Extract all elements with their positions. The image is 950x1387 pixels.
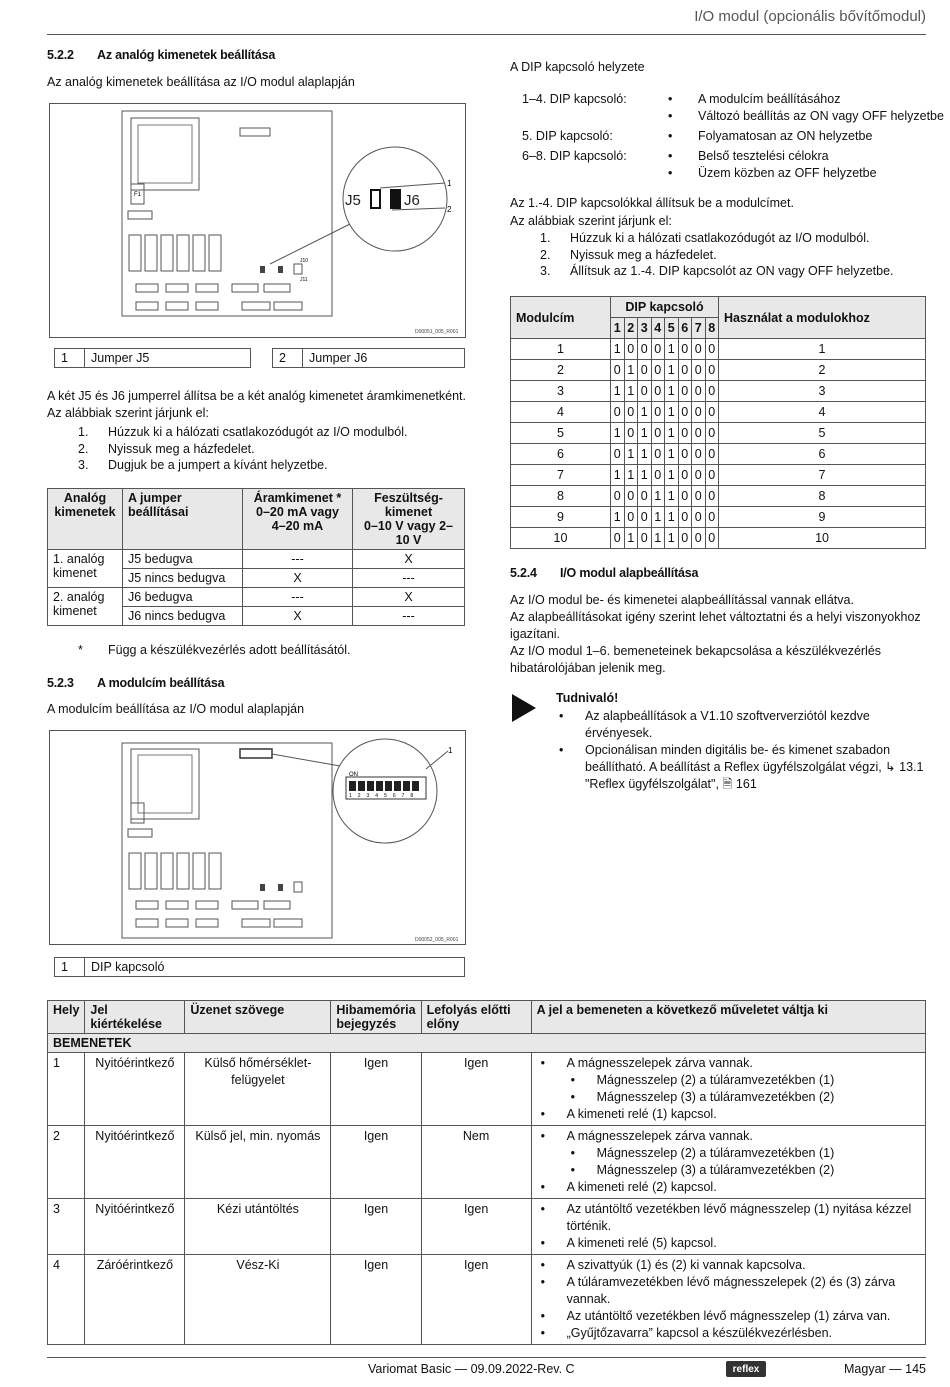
jumper-settings-table: Analóg kimenetek A jumper beállításai Áramkimenet * 0–20 mA vagy 4–20 mA Feszültség-kimenet 0–10 V vagy 2–10 V 1. analóg kimenet J5 bedugva --- X J5 nincs bedugva X --- 2. analóg kimenet J6 bedugva --- X J6 nincs bedugva X --- (47, 488, 465, 626)
dip-col-header: 6 (678, 318, 692, 339)
figure-jumper-board (49, 103, 466, 338)
table-row: 2 Nyitóérintkező Külső jel, min. nyomás Igen Nem • A mágnesszelepek zárva vannak. • Mágnesszelep (2) a túláramvezetékben (1) • Mágnesszelep (3) a túláramvezetékben (2) • A kimeneti relé (2) kapcsol. (48, 1126, 926, 1199)
list-item: • A kimeneti relé (2) kapcsol. (537, 1179, 920, 1196)
table-row: 9 1 0 0 1 1 0 0 0 9 (511, 507, 926, 528)
list-item: • A mágnesszelepek zárva vannak. (537, 1055, 920, 1072)
dip-steps (540, 230, 894, 280)
inputs-events-table: Hely Jel kiértékelése Üzenet szövege Hibamemória bejegyzés Lefolyás előtti előny A jel a bemeneten a következő műveletet váltja ki BEMENETEK 1 Nyitóérintkező Külső hőmérséklet-felügyelet Igen Igen • A mágnesszelepek zárva vannak. • Mágnesszelep (2) a túláramvezetékben (1) • Mágnesszelep (3) a túláramvezetékben (2) • A kimeneti relé (1) kapcsol. 2 Nyitóérintkező Külső jel, min. nyomás Igen Nem • A mágnesszelepek zárva vannak. • Mágnesszelep (2) a túláramvezetékben (1) • Mágnesszelep (3) a túláramvezetékben (2) • A kimeneti relé (2) kapcsol. 3 Nyitóérintkező Kézi utántöltés Igen Igen • Az utántöltő vezetékben lévő mágnesszelep (1) nyitása kézzel történik. • A kimeneti relé (5) kapcsol. 4 Záróérintkező Vész-Ki Igen Igen • A szivattyúk (1) és (2) ki vannak kapcsolva. • A túláramvezetékben lévő mágnesszelepek (2) és (3) zárva vannak. • Az utántöltő vezetékben lévő mágnesszelep (1) zárva van. • „Gyűjtőzavarra” kapcsol a készülékvezérlésben. (47, 1000, 926, 1345)
dip-instruction: Az 1.-4. DIP kapcsolókkal állítsuk be a modulcímet. (510, 196, 794, 210)
table-row: 5 1 0 1 0 1 0 0 0 5 (511, 423, 926, 444)
step-item: 3. Állítsuk az 1.-4. DIP kapcsolót az ON vagy OFF helyzetbe. (540, 264, 894, 278)
table-footnote-mark: * (78, 643, 83, 657)
page-header-title: I/O modul (opcionális bővítőmodul) (694, 8, 926, 25)
note-list (555, 708, 927, 793)
list-item: • A kimeneti relé (1) kapcsol. (537, 1106, 920, 1123)
table-row: J5 nincs bedugva X --- (48, 569, 465, 588)
step-item: 2. Nyissuk meg a házfedelet. (540, 247, 717, 262)
step-item: 1. Húzzuk ki a hálózati csatlakozódugót az I/O modulból. (540, 231, 870, 245)
callout-1: 1 (448, 746, 453, 755)
list-item: • Mágnesszelep (3) a túláramvezetékben (2) (537, 1162, 920, 1179)
step-item: 1. Húzzuk ki a hálózati csatlakozódugót az I/O modulból. (78, 425, 408, 439)
svg-text:1 2 3 4 5 6 7 8: 1 2 3 4 5 6 7 8 (349, 793, 416, 799)
procedure-intro: Az alábbiak szerint járjunk el: (510, 214, 672, 228)
footer-divider (47, 1357, 926, 1358)
dip-col-header: 2 (624, 318, 638, 339)
dip-col-header: 1 (611, 318, 625, 339)
step-item: 2. Nyissuk meg a házfedelet. (78, 441, 255, 456)
table-row: 4 Záróérintkező Vész-Ki Igen Igen • A szivattyúk (1) és (2) ki vannak kapcsolva. • A túláramvezetékben lévő mágnesszelepek (2) és (3) zárva vannak. • Az utántöltő vezetékben lévő mágnesszelep (1) zárva van. • „Gyűjtőzavarra” kapcsol a készülékvezérlésben. (48, 1255, 926, 1345)
dip-col-header: 5 (665, 318, 679, 339)
header-divider (47, 34, 926, 35)
module-address-table: Modulcím DIP kapcsoló Használat a modulokhoz 1 2 3 4 5 6 7 8 1 1 0 0 0 1 0 0 0 1 2 0 1 0 0 1 0 0 0 2 3 1 1 0 0 1 0 0 0 3 4 0 0 1 0 1 0 0 0 4 5 1 0 1 0 1 0 0 0 5 6 0 1 1 0 1 0 0 0 6 7 1 1 1 0 1 0 0 0 7 8 0 0 0 1 1 0 0 0 8 9 1 0 0 1 1 0 0 0 9 10 0 1 0 1 1 0 0 0 10 (510, 296, 926, 549)
table-footnote: Függ a készülékvezérlés adott beállításától. (108, 643, 351, 657)
default-settings-p1: Az I/O modul be- és kimenetei alapbeállítással vannak ellátva. (510, 593, 854, 607)
list-item: • „Gyűjtőzavarra” kapcsol a készülékvezérlésben. (537, 1325, 920, 1342)
section-5-2-2-intro: Az analóg kimenetek beállítása az I/O modul alaplapján (47, 75, 355, 89)
dip-position-title: A DIP kapcsoló helyzete (510, 60, 645, 74)
figure-code: D00052_005_R001 (415, 937, 459, 943)
table-row: 10 0 1 0 1 1 0 0 0 10 (511, 528, 926, 549)
svg-text:J11: J11 (300, 277, 308, 283)
list-item: • Az utántöltő vezetékben lévő mágnesszelep (1) nyitása kézzel történik. (537, 1201, 920, 1235)
table-row: 6 0 1 1 0 1 0 0 0 6 (511, 444, 926, 465)
table-row: 8 0 0 0 1 1 0 0 0 8 (511, 486, 926, 507)
section-5-2-3-intro: A modulcím beállítása az I/O modul alaplapján (47, 702, 305, 716)
note-item: • Az alapbeállítások a V1.10 szoftververziótól kezdve érvényesek. (555, 708, 927, 742)
table-row: 7 1 1 1 0 1 0 0 0 7 (511, 465, 926, 486)
list-item: • Mágnesszelep (2) a túláramvezetékben (1) (537, 1072, 920, 1089)
j6-label: J6 (404, 192, 420, 209)
table-row: 2 0 1 0 0 1 0 0 0 2 (511, 360, 926, 381)
board-drawing-2 (50, 731, 467, 946)
list-item: • Mágnesszelep (3) a túláramvezetékben (2) (537, 1089, 920, 1106)
table-row: 3 1 1 0 0 1 0 0 0 3 (511, 381, 926, 402)
step-item: 3. Dugjuk be a jumpert a kívánt helyzetbe. (78, 458, 328, 472)
dip-position-list: 1–4. DIP kapcsoló: • A modulcím beállításához • Változó beállítás az ON vagy OFF helyzetbe 5. DIP kapcsoló: • Folyamatosan az ON helyzetbe 6–8. DIP kapcsoló: • Belső tesztelési célokra • Üzem közben az OFF helyzetbe (522, 92, 944, 180)
footer-doc: Variomat Basic — 09.09.2022-Rev. C (368, 1362, 575, 1376)
note-arrow-icon (512, 694, 536, 725)
note-item: • Opcionálisan minden digitális be- és kimenet szabadon beállítható. A beállítást a Reflex ügyfélszolgálat végzi, ↳ 13.1 "Reflex ügyfélszolgálat", 🗎 161 (555, 742, 927, 793)
table-row: 2. analóg kimenet J6 bedugva --- X (48, 588, 465, 607)
jumper-instruction: A két J5 és J6 jumperrel állítsa be a két analóg kimenetet áramkimenetként. (47, 389, 466, 403)
f1-label: F1 (134, 192, 142, 198)
legend-dip-switch: 1 DIP kapcsoló (54, 957, 465, 977)
figure-dip-board (49, 730, 466, 945)
section-5-2-2-heading: 5.2.2 Az analóg kimenetek beállítása (47, 48, 276, 62)
table-row: 1 1 0 0 0 1 0 0 0 1 (511, 339, 926, 360)
reflex-logo: reflex (726, 1361, 766, 1377)
callout-1: 1 (447, 179, 452, 188)
procedure-intro: Az alábbiak szerint járjunk el: (47, 406, 209, 420)
figure-code: D00051_005_R001 (415, 329, 459, 335)
dip-col-header: 7 (692, 318, 706, 339)
list-item: • Az utántöltő vezetékben lévő mágnesszelep (1) zárva van. (537, 1308, 920, 1325)
table-row: 4 0 0 1 0 1 0 0 0 4 (511, 402, 926, 423)
list-item: • A mágnesszelepek zárva vannak. (537, 1128, 920, 1145)
dip-col-header: 4 (651, 318, 665, 339)
list-item: • Mágnesszelep (2) a túláramvezetékben (1) (537, 1145, 920, 1162)
board-drawing-1 (50, 104, 467, 339)
callout-2: 2 (447, 205, 452, 214)
svg-text:J10: J10 (300, 258, 309, 264)
dip-col-header: 8 (705, 318, 719, 339)
jumper-steps (78, 424, 407, 474)
list-item: • A szivattyúk (1) és (2) ki vannak kapcsolva. (537, 1257, 920, 1274)
section-5-2-4-heading: 5.2.4 I/O modul alapbeállítása (510, 566, 699, 580)
table-row: 1. analóg kimenet J5 bedugva --- X (48, 550, 465, 569)
on-label: ON (349, 772, 358, 778)
default-settings-p2: Az alapbeállításokat igény szerint lehet változtatni és a helyi viszonyokhoz igazítani. (510, 610, 921, 641)
dip-col-header: 3 (638, 318, 652, 339)
group-header: BEMENETEK (48, 1034, 926, 1053)
table-row: J6 nincs bedugva X --- (48, 607, 465, 626)
list-item: • A kimeneti relé (5) kapcsol. (537, 1235, 920, 1252)
j5-label: J5 (345, 192, 361, 209)
footer-page: Magyar — 145 (844, 1362, 926, 1376)
table-row: 1 Nyitóérintkező Külső hőmérséklet-felügyelet Igen Igen • A mágnesszelepek zárva vannak. • Mágnesszelep (2) a túláramvezetékben (1) • Mágnesszelep (3) a túláramvezetékben (2) • A kimeneti relé (1) kapcsol. (48, 1053, 926, 1126)
table-row: 3 Nyitóérintkező Kézi utántöltés Igen Igen • Az utántöltő vezetékben lévő mágnesszelep (1) nyitása kézzel történik. • A kimeneti relé (5) kapcsol. (48, 1199, 926, 1255)
note-title: Tudnivaló! (556, 691, 619, 705)
list-item: • A túláramvezetékben lévő mágnesszelepek (2) és (3) zárva vannak. (537, 1274, 920, 1308)
legend-jumper-j5: 1 Jumper J5 (54, 348, 251, 368)
section-5-2-3-heading: 5.2.3 A modulcím beállítása (47, 676, 225, 690)
legend-jumper-j6: 2 Jumper J6 (272, 348, 465, 368)
default-settings-p3: Az I/O modul 1–6. bemeneteinek bekapcsolása a készülékvezérlés hibatárolójában jelenik meg. (510, 644, 882, 675)
